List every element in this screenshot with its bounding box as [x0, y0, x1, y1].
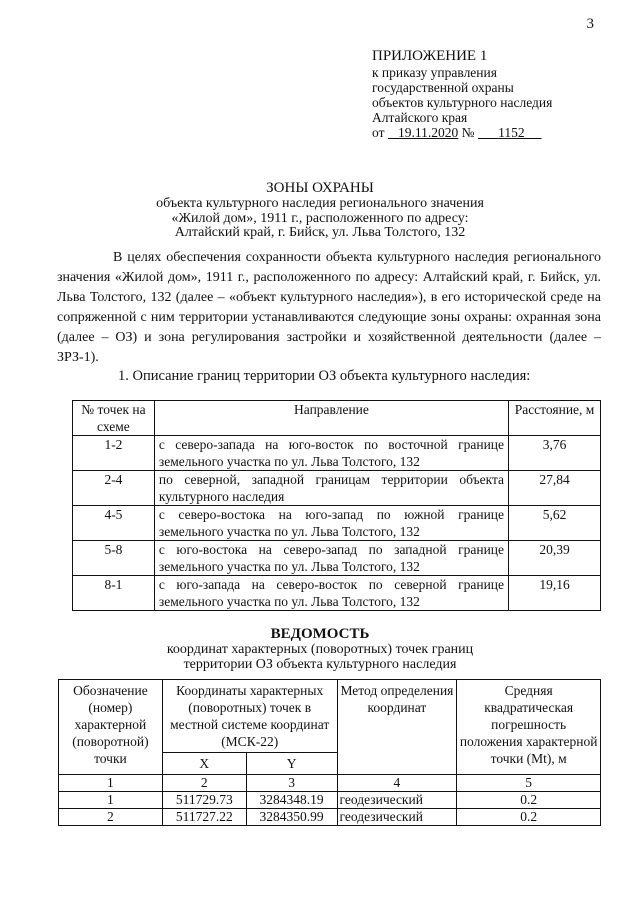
appendix-title: ПРИЛОЖЕНИЕ 1 [372, 48, 488, 64]
heading-line: Алтайский край, г. Бийск, ул. Льва Толстого, 132 [174, 225, 466, 240]
distance-cell: 19,16 [509, 576, 601, 611]
column-number-row [59, 775, 601, 792]
appendix-date-line [372, 125, 622, 140]
x-cell: 511729.73 [162, 792, 246, 809]
vedomost-heading [0, 626, 640, 672]
direction-cell: с юго-востока на северо-запад по западной границе земельного участка по ул. Льва Толстого, 132 [154, 541, 508, 576]
vedomost-line: координат характерных (поворотных) точек границ [166, 642, 474, 657]
direction-cell: по северной, западной границам территории объекта культурного наследия [154, 471, 508, 506]
table-row [59, 809, 601, 826]
distance-cell: 5,62 [509, 506, 601, 541]
header-error: Средняя квадратическая погрешность положения характерной точки (Mt), м [457, 680, 601, 775]
header-y: Y [246, 753, 337, 775]
header-direction: Направление [154, 401, 508, 436]
column-number: 2 [162, 775, 246, 792]
points-cell: 4-5 [73, 506, 155, 541]
borders-table [72, 400, 601, 611]
table-row [73, 541, 601, 576]
points-cell: 8-1 [73, 576, 155, 611]
order-date: 19.11.2020 [397, 125, 459, 140]
direction-cell: с юго-запада на северо-восток по северной границе земельного участка по ул. Льва Толстого, 132 [154, 576, 508, 611]
points-cell: 2-4 [73, 471, 155, 506]
vedomost-title: ВЕДОМОСТЬ [270, 626, 370, 642]
document-title: ЗОНЫ ОХРАНЫ [266, 180, 374, 196]
column-number: 5 [457, 775, 601, 792]
column-number: 4 [337, 775, 457, 792]
x-cell: 511727.22 [162, 809, 246, 826]
section-title: 1. Описание границ территории ОЗ объекта культурного наследия: [118, 368, 531, 384]
heading-line: объекта культурного наследия регионального значения [156, 196, 484, 211]
y-cell: 3284350.99 [246, 809, 337, 826]
column-number: 3 [246, 775, 337, 792]
intro-paragraph: В целях обеспечения сохранности объекта культурного наследия регионального значения «Жилой дом», 1911 г., расположенного по адресу: Алтайский край, г. Бийск, ул. Льва Толстого, 132 (далее – «объект культурного наследия»), в его исторической среде на сопряженной с ним территории устанавливаются следующие зоны охраны: охранная зона (далее – ОЗ) и зона регулирования застройки и хозяйственной деятельности (далее – ЗРЗ-1). [57, 250, 601, 365]
points-cell: 1-2 [73, 436, 155, 471]
header-point: Обозначение (номер) характерной (поворотной) точки [59, 680, 163, 775]
appendix-line: объектов культурного наследия [372, 95, 553, 110]
column-number: 1 [59, 775, 163, 792]
appendix-line: государственной охраны [372, 80, 514, 95]
method-cell: геодезический [337, 809, 457, 826]
appendix-line: Алтайского края [372, 110, 468, 125]
appendix-line: к приказу управления [372, 65, 497, 80]
table-header-row [59, 680, 601, 753]
coordinates-table [58, 679, 601, 826]
direction-cell: с северо-запада на юго-восток по восточной границе земельного участка по ул. Льва Толстого, 132 [154, 436, 508, 471]
point-cell: 1 [59, 792, 163, 809]
distance-cell: 27,84 [509, 471, 601, 506]
document-heading [0, 180, 640, 241]
page-number: 3 [586, 16, 594, 32]
table-row [73, 471, 601, 506]
heading-line: «Жилой дом», 1911 г., расположенного по адресу: [171, 210, 469, 226]
table-row [73, 576, 601, 611]
error-cell: 0.2 [457, 809, 601, 826]
direction-cell: с северо-востока на юго-запад по южной границе земельного участка по ул. Льва Толстого, 132 [154, 506, 508, 541]
order-number: 1152 [498, 125, 525, 140]
appendix-block [372, 48, 622, 140]
header-distance: Расстояние, м [509, 401, 601, 436]
header-method: Метод определения координат [337, 680, 457, 775]
date-prefix: от [372, 125, 385, 140]
points-cell: 5-8 [73, 541, 155, 576]
table-row [59, 792, 601, 809]
point-cell: 2 [59, 809, 163, 826]
number-prefix: № [461, 125, 475, 140]
table-row [73, 436, 601, 471]
header-coordinates: Координаты характерных (поворотных) точек в местной системе координат (МСК-22) [162, 680, 337, 753]
table-row [73, 506, 601, 541]
header-points: № точек на схеме [73, 401, 155, 436]
distance-cell: 3,76 [509, 436, 601, 471]
method-cell: геодезический [337, 792, 457, 809]
distance-cell: 20,39 [509, 541, 601, 576]
y-cell: 3284348.19 [246, 792, 337, 809]
error-cell: 0.2 [457, 792, 601, 809]
vedomost-line: территории ОЗ объекта культурного наследия [183, 656, 457, 672]
header-x: X [162, 753, 246, 775]
table-header-row [73, 401, 601, 436]
